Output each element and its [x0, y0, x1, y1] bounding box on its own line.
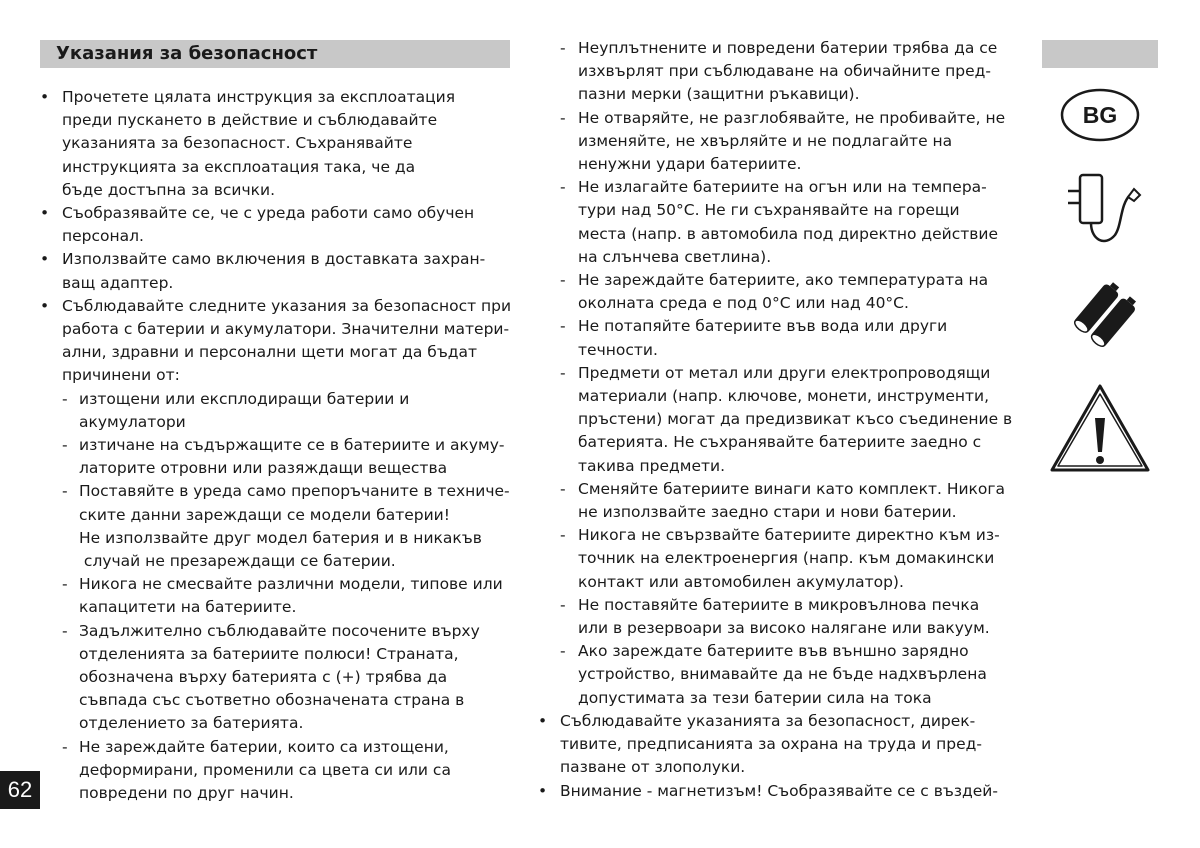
bullet-marker: • — [40, 204, 50, 223]
dash-marker: - — [560, 479, 566, 498]
list-item — [40, 736, 520, 806]
list-item-line: деформирани, променили са цвета си или са — [79, 760, 451, 779]
bullet-marker: • — [40, 296, 50, 315]
list-item-line: работа с батерии и акумулатори. Значителни матери- — [62, 320, 510, 339]
list-item-line: точник на електроенергия (напр. към домакински — [578, 549, 995, 568]
list-item-line: Не излагайте батериите на огън или на темпера- — [578, 178, 987, 197]
list-item — [40, 248, 520, 294]
list-item — [40, 202, 520, 248]
right-column — [538, 37, 1013, 803]
list-item-line: Сменяйте батериите винаги като комплект. Никога — [578, 479, 1006, 498]
list-item-line: тури над 50°C. Не ги съхранявайте на горещи — [578, 201, 960, 220]
list-item-line: на слънчева светлина). — [578, 247, 772, 266]
list-item-line: изменяйте, не хвърляйте и не подлагайте на — [578, 131, 953, 150]
list-item-line: Съблюдавайте указанията за безопасност, дирек- — [560, 711, 976, 730]
list-item-line: повредени по друг начин. — [79, 784, 294, 803]
list-item — [538, 107, 1006, 177]
dash-marker: - — [560, 108, 566, 127]
dash-marker: - — [560, 317, 566, 336]
list-item-line: ските данни зареждащи се модели батерии! — [79, 505, 450, 524]
list-item-line: Не зареждайте батерии, които са изтощени, — [79, 737, 449, 756]
left-column — [40, 86, 520, 805]
list-item-line: ващ адаптер. — [62, 273, 174, 292]
list-item-line: Съблюдавайте следните указания за безопасност при — [62, 296, 512, 315]
list-item-line: инструкцията за експлоатация така, че да — [62, 157, 416, 176]
list-item-line: Внимание - магнетизъм! Съобразявайте се с въздей- — [560, 781, 998, 800]
list-item-line: материали (напр. ключове, монети, инструменти, — [578, 387, 990, 406]
list-item-line: обозначена върху батерията с (+) трябва да — [79, 668, 448, 687]
list-item — [40, 434, 520, 480]
dash-marker: - — [560, 526, 566, 545]
list-item-line: изхвърлят при съблюдаване на обичайните пред- — [578, 62, 991, 81]
list-item-line: Съобразявайте се, че с уреда работи само обучен — [62, 204, 475, 223]
dash-marker: - — [560, 178, 566, 197]
list-item-line: или в резервоари за високо налягане или вакуум. — [578, 619, 990, 638]
list-item — [40, 480, 520, 573]
list-item-line: изтичане на съдържащите се в батериите и акуму- — [79, 436, 505, 455]
page-number: 62 — [0, 771, 40, 809]
list-item — [538, 594, 998, 640]
list-item — [538, 37, 998, 107]
list-item-line: преди пускането в действие и съблюдавайте — [62, 111, 438, 130]
list-item-line: ални, здравни и персонални щети могат да бъдат — [62, 343, 478, 362]
list-item-line: Никога не смесвайте различни модели, типове или — [79, 575, 503, 594]
list-item — [538, 269, 998, 315]
dash-marker: - — [560, 642, 566, 661]
list-item-line: съвпада със съответно обозначената страна в — [79, 691, 465, 710]
list-item-line: батерията. Не съхранявайте батериите заедно с — [578, 433, 982, 452]
list-item-line: пазване от злополуки. — [560, 758, 746, 777]
list-item — [538, 640, 998, 710]
list-item — [538, 710, 998, 780]
list-item-line: бъде достъпна за всички. — [62, 180, 276, 199]
list-item-line: пръстени) могат да предизвикат късо съединение в — [578, 410, 1013, 429]
list-item-line: акумулатори — [79, 412, 186, 431]
dash-marker: - — [62, 621, 68, 640]
list-item — [40, 295, 520, 388]
list-item-line: места (напр. в автомобила под директно действие — [578, 224, 999, 243]
dash-marker: - — [560, 363, 566, 382]
list-item-line: Предмети от метал или други електропроводящи — [578, 363, 991, 382]
language-badge-icon — [1058, 86, 1142, 144]
list-item — [40, 620, 520, 736]
bullet-marker: • — [40, 88, 50, 106]
list-item-line: персонал. — [62, 227, 144, 246]
list-item-line: Неуплътнените и повредени батерии трябва да се — [578, 39, 998, 57]
list-item-line: изтощени или експлодиращи батерии и — [79, 389, 410, 408]
battery-icon — [1070, 272, 1140, 352]
dash-marker: - — [62, 575, 68, 594]
list-item-line: капацитети на батериите. — [79, 598, 297, 617]
dash-marker: - — [560, 595, 566, 614]
list-item — [40, 573, 520, 619]
list-item-line: Никога не свързвайте батериите директно към из- — [578, 526, 1000, 545]
list-item-line: устройство, внимавайте да не бъде надхвърлена — [578, 665, 987, 684]
dash-marker: - — [560, 39, 566, 57]
list-item-line: допустимата за тези батерии сила на тока — [578, 688, 932, 707]
list-item-line: отделението за батерията. — [79, 714, 304, 733]
list-item-line: такива предмети. — [578, 456, 726, 475]
side-tab-bar — [1042, 40, 1158, 68]
list-item — [538, 780, 998, 803]
page-title: Указания за безопасност — [56, 43, 318, 64]
list-item-line: не използвайте заедно стари и нови батерии. — [578, 503, 957, 522]
list-item — [538, 315, 998, 361]
warning-icon — [1046, 380, 1154, 476]
list-item-line: околната среда е под 0°C или над 40°C. — [578, 294, 909, 313]
list-item-line: ненужни удари батериите. — [578, 155, 802, 174]
list-item-line: Не зареждайте батериите, ако температурата на — [578, 271, 989, 290]
list-item — [538, 524, 998, 594]
list-item-line: латорите отровни или разяждащи вещества — [79, 459, 448, 478]
list-item-line: контакт или автомобилен акумулатор). — [578, 572, 904, 591]
list-item — [40, 388, 520, 434]
list-item — [538, 176, 998, 269]
list-item-line: отделенията за батериите полюси! Страната, — [79, 644, 459, 663]
list-item-line: Използвайте само включения в доставката захран- — [62, 250, 486, 269]
list-item-line: указанията за безопасност. Съхранявайте — [62, 134, 413, 153]
dash-marker: - — [560, 271, 566, 290]
bullet-marker: • — [538, 781, 548, 800]
list-item-line: причинени от: — [62, 366, 180, 385]
list-item-line: Поставяйте в уреда само препоръчаните в техниче- — [79, 482, 510, 501]
list-item — [40, 86, 520, 202]
list-item-line: тивите, предписанията за охрана на труда и пред- — [560, 735, 982, 754]
dash-marker: - — [62, 436, 68, 455]
list-item-line: Не потапяйте батериите във вода или други — [578, 317, 948, 336]
list-item-line: Задължително съблюдавайте посочените върху — [79, 621, 480, 640]
bullet-marker: • — [538, 711, 548, 730]
language-badge-label: BG — [1082, 102, 1118, 128]
list-item — [538, 478, 1006, 524]
dash-marker: - — [62, 389, 68, 408]
list-item-line: Не отваряйте, не разглобявайте, не пробивайте, не — [578, 108, 1006, 127]
list-item-line: Не поставяйте батериите в микровълнова печка — [578, 595, 980, 614]
list-item-line: Не използвайте друг модел батерия и в никакъв — [79, 528, 482, 547]
list-item — [538, 362, 1013, 478]
list-item-line: Прочетете цялата инструкция за експлоатация — [62, 88, 456, 106]
list-item-line: Ако зареждате батериите във външно зарядно — [578, 642, 969, 661]
power-adapter-icon — [1060, 165, 1150, 255]
dash-marker: - — [62, 482, 68, 501]
dash-marker: - — [62, 737, 68, 756]
bullet-marker: • — [40, 250, 50, 269]
list-item-line: пазни мерки (защитни ръкавици). — [578, 85, 860, 104]
list-item-line: случай не презареждащи се батерии. — [79, 552, 396, 571]
list-item-line: течности. — [578, 340, 658, 359]
